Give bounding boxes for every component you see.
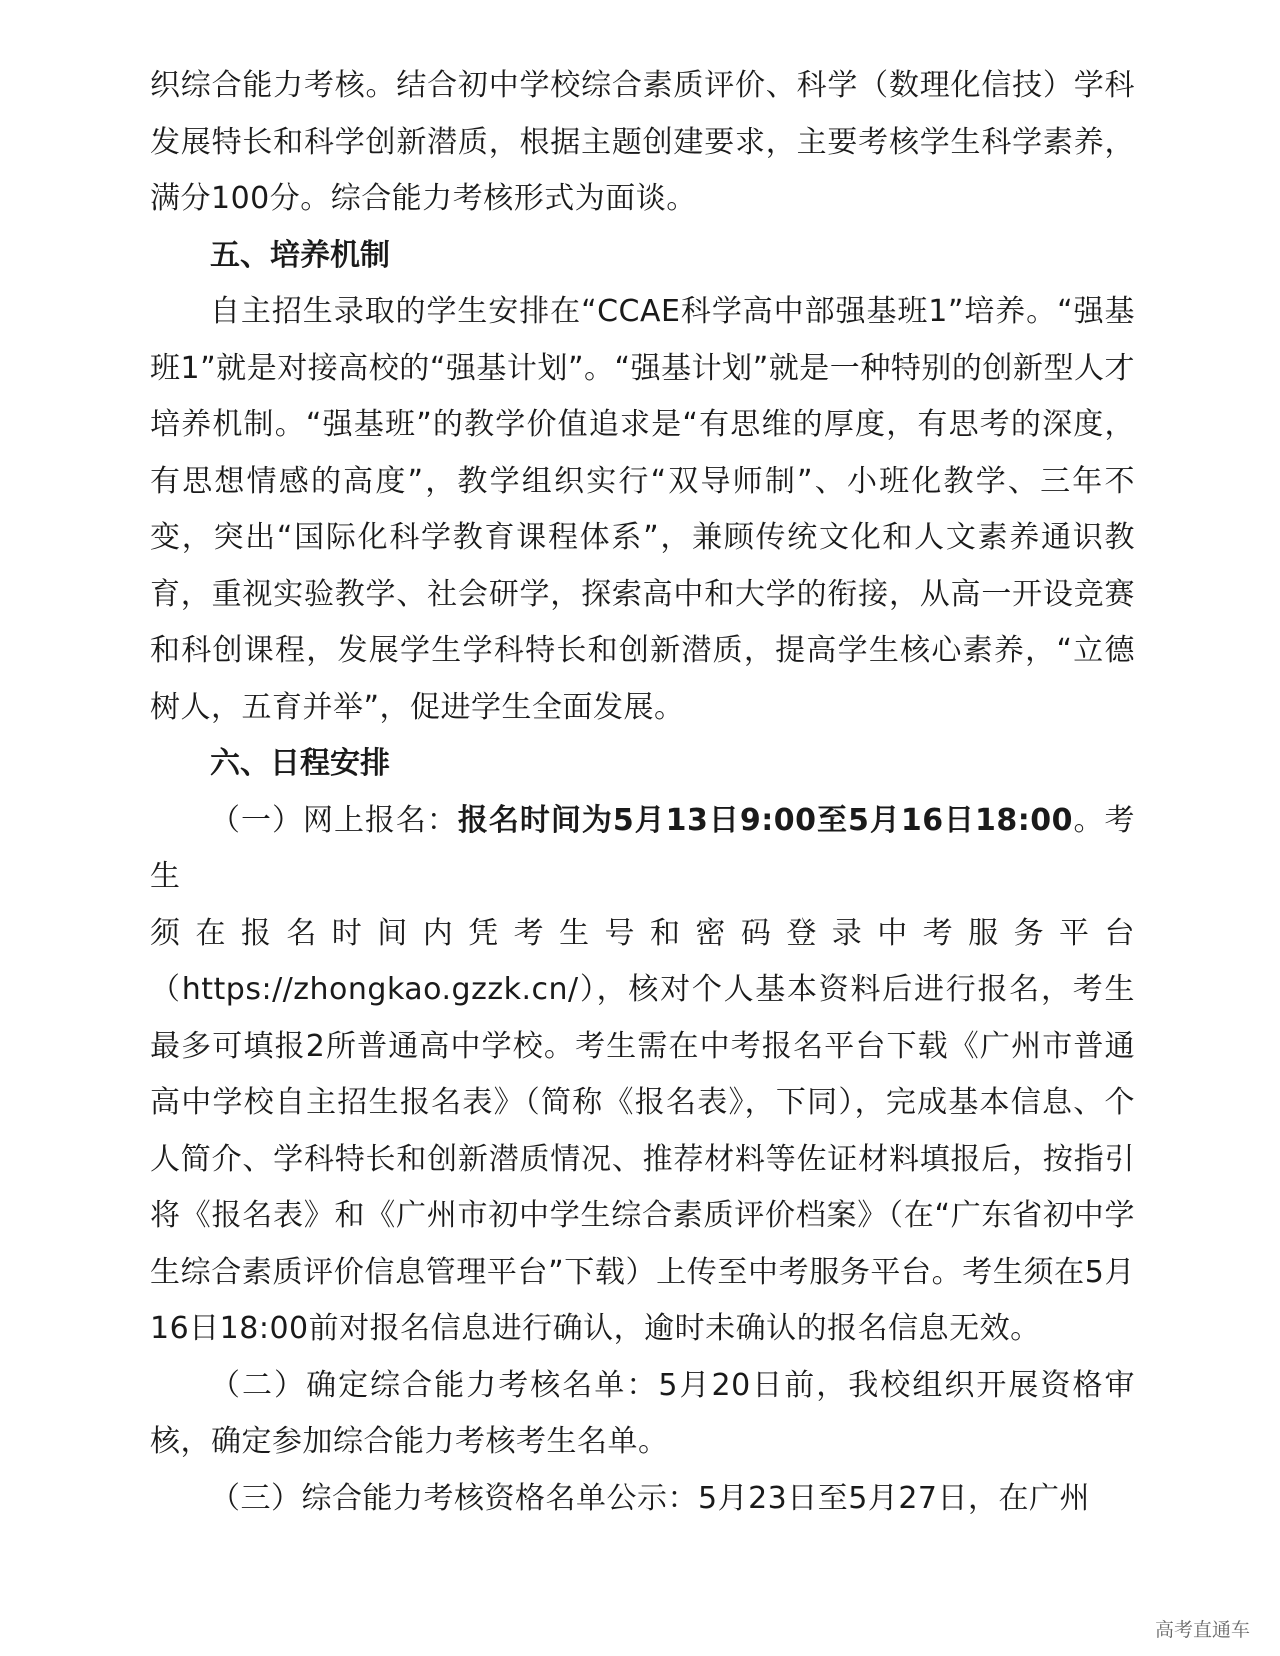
- schedule-item-3: （三）综合能力考核资格名单公示：5月23日至5月27日，在广州: [210, 1480, 1091, 1516]
- schedule-item-1-spread-line: 须在报名时间内凭考生号和密码登录中考服务平台: [150, 915, 1135, 951]
- document-page: [150, 58, 1135, 1527]
- schedule-item-1-label: （一）网上报名：: [210, 802, 458, 838]
- schedule-item-2: （二）确定综合能力考核名单：5月20日前，我校组织开展资格审核，确定参加综合能力考核考生名单。: [150, 1367, 1135, 1459]
- schedule-item-1-rest: （https://zhongkao.gzzk.cn/），核对个人基本资料后进行报名，考生最多可填报2所普通高中学校。考生需在中考报名平台下载《广州市普通高中学校自主招生报名表》（简称《报名表》，下同），完成基本信息、个人简介、学科特长和创新潜质情况、推荐材料等佐证材料填报后，按指引将《报名表》和《广州市初中学生综合素质评价档案》（在“广东省初中学生综合素质评价信息管理平台”下载）上传至中考服务平台。考生须在5月16日18:00前对报名信息进行确认，逾时未确认的报名信息无效。: [150, 972, 1135, 1346]
- section-5-heading: 五、培养机制: [210, 237, 390, 273]
- schedule-item-1-after-bold: 。考生: [150, 802, 1136, 894]
- schedule-item-1: [150, 793, 1135, 1358]
- registration-period: 报名时间为5月13日9:00至5月16日18:00: [457, 802, 1074, 838]
- intro-paragraph: 织综合能力考核。结合初中学校综合素质评价、科学（数理化信技）学科发展特长和科学创新潜质，根据主题创建要求，主要考核学生科学素养，满分100分。综合能力考核形式为面谈。: [150, 68, 1135, 216]
- watermark: 高考直通车: [1154, 1619, 1250, 1641]
- schedule-item-1-first-line: [150, 793, 1135, 906]
- section-6-heading: 六、日程安排: [210, 746, 390, 781]
- section-5-body: 自主招生录取的学生安排在“CCAE科学高中部强基班1”培养。“强基班1”就是对接高校的“强基计划”。“强基计划”就是一种特别的创新型人才培养机制。“强基班”的教学价值追求是“有思维的厚度，有思考的深度，有思想情感的高度”，教学组织实行“双导师制”、小班化教学、三年不变，突出“国际化科学教育课程体系”，兼顾传统文化和人文素养通识教育，重视实验教学、社会研学，探索高中和大学的衔接，从高一开设竞赛和科创课程，发展学生学科特长和创新潜质，提高学生核心素养，“立德树人，五育并举”，促进学生全面发展。: [150, 294, 1135, 725]
